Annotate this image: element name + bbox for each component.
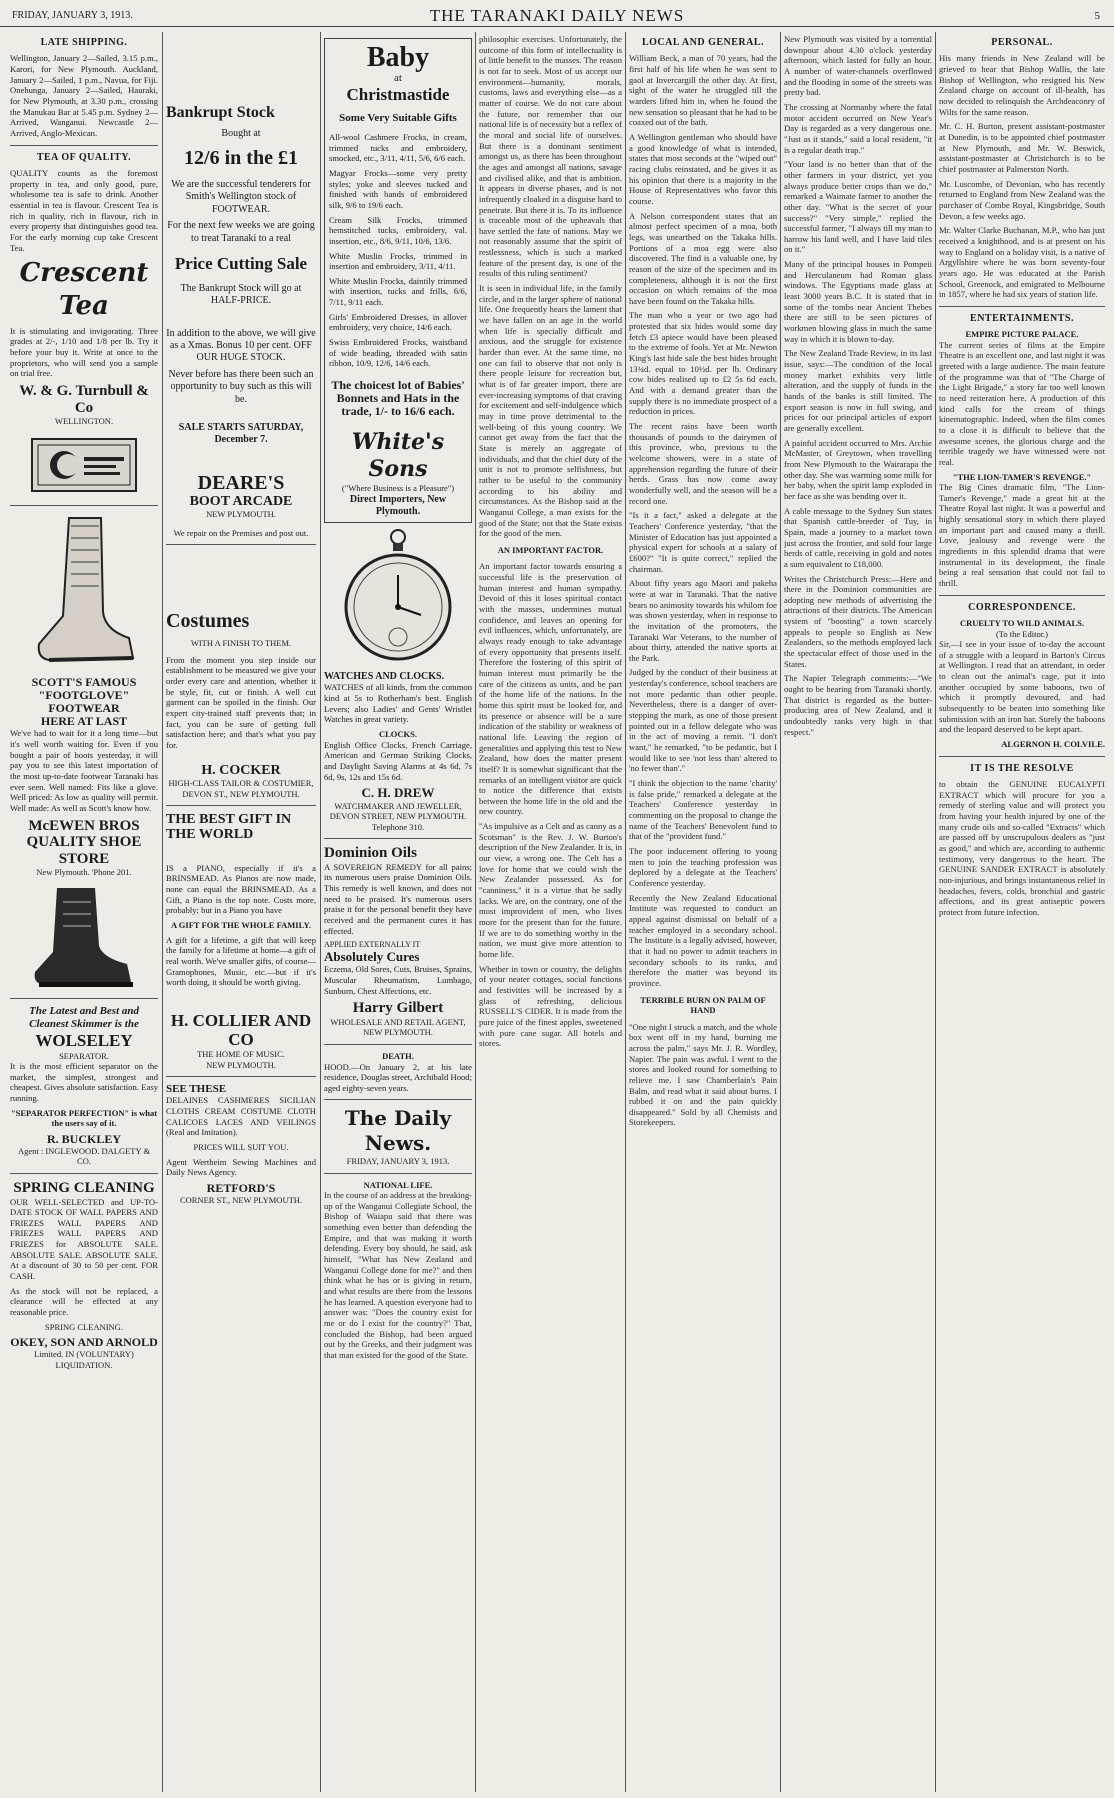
gift-item: All-wool Cashmere Frocks, in cream, trimmed tucks and embroidery, smocked, etc., 3/11, 4/11, 5/6, 6/6 each.: [329, 131, 467, 164]
personal-heading: PERSONAL.: [991, 37, 1053, 48]
news-paragraph: William Beck, a man of 70 years, had the first half of his life when he was sent to gaol at Invercargill the other day. At first, sight of the water he struggled till the warders lifted him in, when he found the new sensation so pleasant that he had to be coaxed out of the bath.: [629, 53, 777, 128]
masthead: [0, 0, 1114, 27]
collier-name: H. COLLIER AND CO: [170, 1010, 312, 1049]
news-paragraph: "Is it a fact," asked a delegate at the Teachers' Conference yesterday, "that the Minister of Education has just appointed a physical expert for schools at a salary of £600?" "It is quite correct," replied the chairman.: [629, 510, 777, 574]
turnbull-location: WELLINGTON.: [54, 416, 114, 427]
mcewen-name: McEWEN BROS QUALITY SHOE STORE: [26, 817, 142, 867]
cruelty-text: Sir,—I see in your issue of to-day the account of a struggle with a leopard in Barton's Circus at Wellington. I read that an attendant, in order to clean out the animal's cage, put it into another occupied by some baboons, two of which it promptly devoured, and had subsequently to be beaten into something like submission with an iron bar. Surely the baboons and the leopard deserved to be kept apart.: [939, 639, 1105, 735]
news-paragraph: Mr. Walter Clarke Buchanan, M.P., who has just received a knighthood, and is at present on his way to England on a holiday visit, is a native of Argyllshire where he was born seventy-four years ago. He was educated at the Parish School, Greenock, and emigrated to Melbourne in 1857, where he had six years of station life.: [939, 225, 1105, 300]
tender-text: We are the successful tenderers for Smith's Wellington stock of FOOTWEAR.: [171, 178, 311, 215]
column-3: [324, 34, 472, 1790]
spring-cleaning-title: SPRING CLEANING: [13, 1180, 155, 1196]
divider: [939, 306, 1105, 307]
crescent-tea-logo: Crescent Tea: [19, 258, 149, 321]
finish-text: WITH A FINISH TO THEM.: [190, 638, 292, 649]
column-4: [479, 34, 622, 1790]
cocker-name: H. COCKER: [201, 762, 281, 778]
never-before-text: Never before has there been such an opportunity to buy such as this will be.: [168, 368, 314, 405]
lion-tamer-heading: "THE LION-TAMER'S REVENGE.": [952, 471, 1092, 482]
column-rule: [780, 32, 781, 1792]
important-factor-heading: AN IMPORTANT FACTOR.: [497, 544, 604, 555]
whites-motto: ("Where Business is a Pleasure"): [341, 483, 455, 494]
divider: [166, 1076, 316, 1077]
empire-heading: EMPIRE PICTURE PALACE.: [965, 329, 1079, 340]
column-1: [10, 34, 158, 1790]
news-paragraph: His many friends in New Zealand will be grieved to hear that Bishop Wallis, the late Bishop of Wellington, who resigned his New Zealand charge on account of ill-health, has now decided to relinquish the Archdeaconry of Wilts for the same reason.: [939, 53, 1105, 117]
wolseley-subtitle: SEPARATOR.: [59, 1050, 109, 1061]
empire-text: The current series of films at the Empire Theatre is an excellent one, and last night it was greeted with a large audience. The main feature of the programme was that of "The Charge of the Light Brigade," a story far too well known to need reiteration here. A production of this kind calls for the cream of things kinematographic. Indeed, when the film comes to a close it is difficult to believe that the awesome scenes, the glorious charge and the terrible tragedy we have witnessed were not real.: [939, 339, 1105, 467]
retford-name: RETFORD'S: [206, 1180, 276, 1195]
gift-item: White Muslin Frocks, daintily trimmed with insertion, tucks and frills, 6/6, 7/11, 9/11 each.: [329, 275, 467, 308]
watches-heading: WATCHES AND CLOCKS.: [324, 671, 445, 683]
news-paragraph: "I think the objection to the name 'charity' is false pride," remarked a delegate at the Teachers' Conference yesterday in commenting on the proposal to change the name of the Teachers' Benevolent fund to that of the "provident fund.": [629, 778, 777, 842]
news-paragraph: "Your land is no better than that of the other farmers in your district, yet you always produce better crops than we do," remarked a Waimate farmer to another the other day. "What is the secret of your success?" "Very simple," replied the successful farmer, "I always till my man to harrow his land well, and I have laid tiles on it.": [784, 159, 932, 255]
cruelty-heading: CRUELTY TO WILD ANIMALS.: [959, 618, 1085, 629]
christmastide-title: Christmastide: [346, 85, 450, 105]
divider: [324, 1044, 472, 1045]
home-of-music: THE HOME OF MUSIC.: [197, 1049, 285, 1060]
price-cutting-title: Price Cutting Sale: [174, 253, 308, 273]
bankrupt-stock-title: Bankrupt Stock: [166, 104, 275, 121]
news-paragraph: A Nelson correspondent states that an almost perfect specimen of a moa, both legs, was unearthed on the Takaka hills. Portions of a moa egg were also discovered. The find is a valuable one, by reason of the size of the specimen and its completeness, although it is not the first occasion on which remains of the moa have been found on the Takaka hills.: [629, 210, 777, 306]
clocks-heading: CLOCKS.: [378, 729, 418, 740]
shipping-heading: LATE SHIPPING.: [40, 37, 128, 48]
turnbull-name: W. & G. Turnbull & Co: [19, 383, 149, 416]
news-paragraph: Many of the principal houses in Pompeii and Herculaneum had Roman glass windows. The Egyptians made glass at least 3000 years B.C. It is stated that in some of the tombs near Ancient Thebes there are still to be seen pictures of workmen blowing glass in much the same way in which it is blown to-day.: [784, 259, 932, 344]
divider: [324, 1173, 472, 1174]
importers-text: Direct Importers, New Plymouth.: [349, 493, 447, 518]
news-paragraph: The man who a year or two ago had protested that six hides would some day fetch £3 apiece would have been pleased to the extreme of fools. Yet at Mr. Newton King's last hide sale the best hides brought 13¾d. equal to 10½d. per lb. Ordinary cow hides realised up to £2 5s 6d each. And with a demand greater than the supply there is no immediate prospect of a reduction in prices.: [629, 310, 777, 417]
pocket-watch-illustration: [343, 527, 453, 667]
column-rule: [475, 32, 476, 1792]
tea-heading: TEA OF QUALITY.: [36, 151, 132, 163]
goods-list: DELAINES CASHMERES SICILIAN CLOTHS CREAM COSTUME CLOTH CALICOES LACES AND VEILINGS (Real and Imitation).: [166, 1095, 316, 1138]
gift-list: [329, 132, 467, 369]
drew-subtitle: WATCHMAKER AND JEWELLER, DEVON STREET, NEW PLYMOUTH. Telephone 310.: [329, 800, 467, 832]
fewweeks-text: For the next few weeks we are going to treat Taranaki to a real: [167, 220, 315, 244]
workboot-illustration: [29, 882, 139, 992]
boot-arcade: BOOT ARCADE: [189, 493, 293, 509]
whole-family: A GIFT FOR THE WHOLE FAMILY.: [171, 920, 311, 931]
divider: [324, 1099, 472, 1100]
agent-text: Agent Wertheim Sewing Machines and Daily News Agency.: [166, 1156, 316, 1178]
news-paragraph: A cable message to the Sydney Sun states that Spanish cattle-breeder of Tuy, in Spain, made a journey to a market town just across the frontier, and sold four large herds of cattle, receiving in gold and notes a sum equivalent to £18,000.: [784, 505, 932, 569]
letter-signature: ALGERNON H. COLVILE.: [1001, 739, 1105, 750]
skimmer-heading: The Latest and Best and Cleanest Skimmer is the: [28, 1004, 139, 1031]
news-paragraph: The New Zealand Trade Review, in its last issue, says:—The condition of the local money market exhibits very little alteration, and the supply of funds in the hands of the banks is still limited. The export season is now in full swing, and prices for our principal articles of export are generally excellent.: [784, 348, 932, 433]
wolseley-text: It is the most efficient separator on the market, the simplest, strongest and cheapest. Gives absolute satisfaction. Easy running.: [10, 1061, 158, 1104]
deare-location: NEW PLYMOUTH.: [206, 509, 276, 520]
column-rule: [320, 32, 321, 1792]
piano-text: IS a PIANO, especially if it's a BRINSMEAD. As Pianos are now made, none can equal the BRINSMEAD. As a Gift, a Piano is the top note. Costs more, probably; but in a Piano you have: [166, 862, 316, 916]
scott-text: We've had to wait for it a long time—but it's well worth waiting for. Even if you bought a pair of boots yesterday, it will pay you to see this latest importation of the most up-to-date footwear Taranaki has ever seen. Well named: Fits like a glove. Well priced: As low as quality will permit. Well made: As well as Scott's know how.: [10, 728, 158, 813]
news-paragraph: The crossing at Normanby where the fatal motor accident occurred on New Year's Day is regarded as a very dangerous one. "Just as it stands," said a local resident, "it is a regular death trap.": [784, 101, 932, 155]
wolseley-tagline: "SEPARATOR PERFECTION" is what the users say of it.: [10, 1107, 158, 1129]
news-paragraph: Writes the Christchurch Press:—Here and there in the Dominion communities are adopting new methods of advertising the attractions of their districts. The American system of "boosting" a town scarcely appeals to people so English as New Zealanders, so the methods employed lack the spectacular effect of those used in the States.: [784, 573, 932, 669]
death-heading: DEATH.: [382, 1050, 414, 1061]
gilbert-subtitle: WHOLESALE AND RETAIL AGENT, NEW PLYMOUTH.: [330, 1016, 466, 1038]
news-paragraph: A painful accident occurred to Mrs. Archie McMaster, of Greytown, when travelling from New Plymouth to the Wairarapa the other day. She was warming some milk for her baby, when the spirit lamp exploded in her face as she was bending over it.: [784, 437, 932, 501]
suitable-gifts: Some Very Suitable Gifts: [339, 111, 457, 124]
national-life-text: In the course of an address at the breaking-up of the Wanganui Collegiate School, the Bishop of Waiapu said that there was something even better than defending the Empire, and that was making it worth defending. Every boy should, he said, ask himself, "What has New Zealand and Wanganui College done for me?" and then think what he has or is giving in return, and what results are there from the lessons he has learned. A question everyone had to answer was: "Does the country exist for me or do I exist for the country?" That, concluded the Bishop, had been argued out by the Greeks, and their judgment was that man existed for the good of the State.: [324, 1190, 472, 1360]
clocks-text: English Office Clocks, French Carriage, American and German Striking Clocks, and Daylight Saving Alarms at 4s 6d, 7s 6d, 9s, 12s and 15s 6d.: [324, 739, 472, 782]
boot-illustration: [29, 512, 139, 672]
divider: [10, 505, 158, 506]
spring-cleaning-text: OUR WELL-SELECTED and UP-TO-DATE STOCK OF WALL PAPERS AND FRIEZES WALL PAPERS AND FRIEZES WALL PAPERS AND FRIEZES for ABSOLUTE SALE. ABSOLUTE SALE. ABSOLUTE SALE. At a discount of 30 to 50 per cent. FOR CASH.: [10, 1196, 158, 1282]
news-paragraph: Judged by the conduct of their business at yesterday's conference, school teachers are not more pedantic than other people. Nevertheless, there is a danger of over-stepping the mark, as one of those present pointed out in a fellow delegate who was in the act of moving a remit. "I don't want," he remarked, "to be pedantic, but I would like to see 'not less than' altered to 'no fewer than'.": [629, 667, 777, 774]
gift-item: Magyar Frocks—some very pretty styles; yoke and sleeves tucked and finished with bands of embroidered silk, 9/6 to 19/6 each.: [329, 167, 467, 210]
baby-title: Baby: [366, 42, 430, 73]
okey-name: OKEY, SON AND ARNOLD: [10, 1335, 158, 1350]
editorial-text: It is seen in individual life, in the family circle, and in the larger sphere of national life. One frequently hears the lament that we have fallen on an age in the world when life is specially difficult and anxious, and the struggle for existence harder than ever. At the same time, no one can fail to observe that not only is there people leisure for recreation but, what is of far greater import, there are ever-increasing symptoms of that craving for excitement and self-indulgence which may in time prove detrimental to the well-being of this young country. We cannot get away from the fact that the State is merely an aggregate of individuals, and that the chief duty of the unit is not to promote selfishness, but rather to be useful to the community according to his ability and circumstances. As the Bishop said at the Wanganui College, a man exists for the good of the State; not that the State exists for the good of the men.: [479, 283, 622, 539]
divider: [10, 145, 158, 146]
news-paragraph: Recently the New Zealand Educational Institute was requested to conduct an appeal against dismissal on behalf of a teacher employed in a secondary school. The Institute is a legally advised, however, that it had no power to admit teachers in secondary schools to its ranks, and therefore the matter was beyond its province.: [629, 892, 777, 988]
page-number: 5: [1094, 10, 1100, 22]
news-paragraph: About fifty years ago Maori and pakeha were at war in Taranaki. That the native bears no animosity towards his whilom foe was shown yesterday, when in response to the invitation of the promoters, the Taranaki War Veterans, to the number of about thirty, attended the native sports at the Park.: [629, 578, 777, 663]
whites-logo: White's Sons: [351, 428, 445, 482]
divider: [166, 805, 316, 806]
news-paragraph: Mr. Luscombe, of Devonian, who has recently returned to England from New Zealand was the purchaser of Combe Royal, Kingsbridge, South Devon, a few weeks ago.: [939, 178, 1105, 221]
news-paragraph: Mr. C. H. Burton, present assistant-postmaster at Dunedin, is to be appointed chief postmaster at New Plymouth, and Mr. W. Beswick, assistant-postmaster at Christchurch is to be chief postmaster at Palmerston North.: [939, 121, 1105, 174]
cocker-subtitle: HIGH-CLASS TAILOR & COSTUMIER, DEVON ST., NEW PLYMOUTH.: [168, 777, 314, 799]
cider-text: Whether in town or country, the delights of your neater cottages, social functions and festivities will be increased by a glass of refreshing, delicious RUSSELL'S CIDER. It is made from the pure juice of the finest apples, sweetened with pure cane sugar. All hotels and stores.: [479, 963, 622, 1049]
column-5: [629, 34, 777, 1790]
gift-item: Girls' Embroidered Dresses, in allover embroidery, very choice, 14/6 each.: [329, 311, 467, 333]
gift-item: Swiss Embroidered Frocks, waistband of wide beading, threaded with satin ribbon, 10/9, 12/6, 14/6 each.: [329, 337, 467, 369]
column-rule: [935, 32, 936, 1792]
spring-cleaning-footer: SPRING CLEANING.: [45, 1321, 123, 1332]
column-rule: [625, 32, 626, 1792]
costume-text: From the moment you step inside our establishment to be measured we give your order every care and attention, whether it be style, fit, cut or finish. A well cut garment can be spoiled in the finish. Our expert city-trained staff prevents that; in fact, you can be sure of getting full satisfaction here; and that's what you pay for.: [166, 654, 316, 750]
crescent-text: It is stimulating and invigorating. Three grades at 2/-, 1/10 and 1/8 per lb. Try it before your buy it. Write at once to the proprietors, who will send you a sample on trial free.: [10, 325, 158, 379]
deare-title: DEARE'S: [197, 471, 285, 494]
collier-location: NEW PLYMOUTH.: [206, 1059, 276, 1070]
okey-subtitle: Limited. IN (VOLUNTARY) LIQUIDATION.: [34, 1349, 134, 1370]
resolve-heading: IT IS THE RESOLVE: [970, 762, 1074, 774]
divider: [166, 544, 316, 545]
entertainments-heading: ENTERTAINMENTS.: [970, 312, 1074, 324]
tea-packet-illustration: [24, 431, 144, 499]
gilbert-name: Harry Gilbert: [352, 1000, 444, 1017]
applied-text: APPLIED EXTERNALLY IT: [324, 940, 421, 950]
best-gift-title: THE BEST GIFT IN THE WORLD: [166, 812, 292, 843]
cures-text: Eczema, Old Sores, Cuts, Bruises, Sprains, Muscular Rheumatism, Lumbago, Sunburn, Chest Affections, etc.: [324, 964, 472, 996]
bonnets-text: The choicest lot of Babies' Bonnets and Hats in the trade, 1/- to 16/6 each.: [331, 378, 465, 419]
dominion-oils-text: A SOVEREIGN REMEDY for all pains; its numerous users praise Dominion Oils. This remedy is well known, and does not need to be praised. It's numerous users praise it for the personal benefit they have received and the permanent cures it has effected.: [324, 861, 472, 936]
buckley-agent: Agent : INGLEWOOD. DALGETY & CO.: [17, 1145, 151, 1167]
column-2: [166, 34, 316, 1790]
retford-location: CORNER ST., NEW PLYMOUTH.: [179, 1195, 303, 1206]
news-paragraph: The poor inducement offering to young men to join the teaching profession was deplored by a delegate at the Teachers' Conference yesterday.: [629, 845, 777, 888]
divider: [10, 998, 158, 999]
masthead-title: THE TARANAKI DAILY NEWS: [429, 6, 685, 25]
halfprice-text: The Bankrupt Stock will go at HALF-PRICE.: [180, 282, 302, 307]
watches-text: WATCHES of all kinds, from the common kind at 5s to Rotherham's best. English Levers; also Ladies' and Gents' Wristlet Watches in great variety.: [324, 682, 472, 725]
dominion-oils-title: Dominion Oils: [324, 845, 417, 862]
divider: [10, 1173, 158, 1174]
editorial-text: philosophic exercises. Unfortunately, the outcome of this form of intellectuality is of little benefit to the masses. The reason is not far to seek. Most of us accept our environment—humanity, morals, customs, laws and everything else—as a matter of course. We do not care about the future, nor remember that our national life is of necessity but a reflex of the moral and social life of ourselves. But there is a dominant sentiment amongst us, as there has been throughout the ages and amongst all nations, savage and civilised alike, and that is ambition. It appears in diverse phases, and is not infrequently cloaked in a disguise hard to penetrate. But there it is. To its influence is traceable most of the upheavals that have settled the fate of nations. May we not reasonably assume that the spirit of restlessness, which is such a marked feature of the present day, is one of the results of this ruling sentiment?: [479, 34, 622, 279]
daily-news-date: FRIDAY, JANUARY 3, 1913.: [346, 1156, 450, 1167]
repair-text: We repair on the Premises and post out.: [173, 527, 309, 538]
to-editor: (To the Editor.): [995, 628, 1049, 639]
wolseley-title: WOLSELEY: [35, 1030, 133, 1050]
resolve-text: to obtain the GENUINE EUCALYPTI EXTRACT which will procure for you a remedy of sterling value and will protect you from having your health injured by one of the many crude oils and so-called "Extracts" which are passed off by unscrupulous dealers as "just as good," and which are, according to authentic testimony, very dangerous to the heart. The GENUINE SANDER EXTRACT is absolutely non-injurious, and brings instantaneous relief in headaches, fevers, colds, bronchial and gastric affections, and its great antiseptic powers protect from future infection.: [939, 779, 1105, 917]
local-general-heading: LOCAL AND GENERAL.: [641, 37, 765, 48]
gift-item: Cream Silk Frocks, trimmed hemstitched tucks, embroidery, val. insertion, etc., 8/6, 9/11, 10/6, 13/6.: [329, 214, 467, 246]
shipping-text: Wellington, January 2—Sailed, 3.15 p.m., Karori, for New Plymouth. Auckland, January 2—Sailed, 1 p.m., Navua, for Fiji. Onehunga, January 2—Sailed, Hauraki, for New Plymouth, at 3.30 p.m., crossing the Manukau Bar at 5.45 p.m. Sydney 2—Arrived, Wanganui. Newcastle 2—Arrived, Anglo-Mexican.: [10, 53, 158, 138]
daily-news-title: The Daily News.: [344, 1106, 452, 1156]
news-paragraph: The recent rains have been worth thousands of pounds to the dairymen of this province, who, previous to the welcome showers, were in a state of apprehension regarding the future of their herds. Grass has now come away wonderfully well, and the season will be a record one.: [629, 421, 777, 506]
price-headline: 12/6 in the £1: [184, 146, 298, 169]
divider: [939, 595, 1105, 596]
lifetime-text: A gift for a lifetime, a gift that will keep the family for a lifetime at home—a gift of real worth. We've smaller gifts, of course—Gramophones, Music, etc.—but if it's worth doing, it should be worth giving.: [166, 934, 316, 988]
burn-text: "One night I struck a match, and the whole box went off in my hand, burning me across the palm," says Mr. J. R. Wordley, Napier. The pain was awful. I went to the stores and looked round for something to relieve me. I saw Chamberlain's Pain Balm, and read what it said about burns. I rubbed it on and the pain quickly disappeared." Sold by all Chemists and Storekeepers.: [629, 1021, 777, 1128]
bought-at: Bought at: [221, 127, 261, 139]
baby-christmas-ad: [324, 38, 472, 523]
mcewen-location: New Plymouth. 'Phone 201.: [36, 867, 132, 878]
costumes-title: Costumes: [166, 610, 250, 633]
xmas-bonus-text: In addition to the above, we will give as a Xmas. Bonus 10 per cent. OFF OUR HUGE STOCK.: [166, 327, 316, 364]
spring-cleaning-note: As the stock will not be replaced, a clearance will be effected at any reasonable price.: [10, 1285, 158, 1318]
at-text: at: [394, 72, 402, 85]
national-life-heading: NATIONAL LIFE.: [363, 1179, 433, 1190]
news-paragraph: New Plymouth was visited by a torrential downpour about 4.30 o'clock yesterday afternoon, which lasted for fully an hour. A number of water-channels overflowed and the flooding in some of the streets was pretty bad.: [784, 34, 932, 98]
absolutely-cures: Absolutely Cures: [324, 949, 420, 965]
gift-item: White Muslin Frocks, trimmed in insertion and embroidery, 3/11, 4/11.: [329, 250, 467, 272]
drew-name: C. H. DREW: [361, 785, 435, 801]
correspondence-heading: CORRESPONDENCE.: [968, 601, 1076, 613]
masthead-date: FRIDAY, JANUARY 3, 1913.: [12, 10, 133, 21]
column-rule: [162, 32, 163, 1792]
divider: [939, 756, 1105, 757]
scott-subheading: HERE AT LAST: [40, 714, 128, 729]
column-7: [939, 34, 1105, 1790]
tea-text: QUALITY counts as the foremost property in tea, and only good, pure, wholesome tea is safe to drink. Another essential in tea is flavour. Crescent Tea is rich in quality, rich in flavour, rich in every property that distinguishes good tea. For the early morning cup take Crescent Tea.: [10, 168, 158, 253]
lion-tamer-text: The Big Cines dramatic film, "The Lion-Tamer's Revenge," made a great hit at the Theatre Royal last night. It was a powerful and highly sensational story in which there played an important part and caused many a thrill. Love, jealousy and revenge were the ingredients in this splendid drama that were instrumental in its development, the finale being a real sensation that could not fail to thrill.: [939, 482, 1105, 589]
important-factor-text: An important factor towards ensuring a successful life is the preservation of human interest and human sympathy. Devoid of this it loses spiritual contact with the masses, undermines mutual confidence, and leaves an opening for evil influences, which, unfortunately, are always ready enough to take advantage of every opportunity that presents itself. Therefore the fostering of this spirit of human interest must primarily be the care of the citizens as units, and be part of the home life of the nations. In the home this spirit must be looked for, and its presence or absence will be a sure indication of the stability or weakness of national life. Leaving the region of generalities and applying this test to New Zealand, how does the matter present itself? It is somewhat significant that the remarks of an intelligent visitor are quick to notice the difference that exists between the home life in the old and the new country.: [479, 561, 622, 817]
buckley-name: R. BUCKLEY: [46, 1131, 121, 1146]
news-paragraph: The Napier Telegraph comments:—"We ought to be hearing from Taranaki shortly. That district is regarded as the butter-producing area of New Zealand, and it undoubtedly ranks very high in that respect.": [784, 673, 932, 737]
scott-heading: SCOTT'S FAMOUS "FOOTGLOVE" FOOTWEAR: [31, 674, 137, 715]
burn-heading: TERRIBLE BURN ON PALM OF HAND: [640, 994, 766, 1016]
divider: [324, 838, 472, 839]
impulsive-text: "As impulsive as a Celt and as canny as a Scotsman" is the Rev. J. W. Burton's description of the New Zealander. It is, in our view, a wrong one. The Celt has a love for home that we could wish the New Zealander possessed. As for "canniness," it is a virtue that he sadly lacks. We are, on the contrary, one of the most improvident of men, who lives more for the present than for the future. If we are to do something worthy in the nation, we must give more attention to home life.: [479, 821, 622, 959]
news-paragraph: A Wellington gentleman who should have a good knowledge of what is intended, states that most seconds at the "wiped out" racing clubs reinstated, and he gives it as his opinion that there is a majority in the House of Representatives who favor this course.: [629, 131, 777, 206]
column-6: [784, 34, 932, 1790]
prices-suit: PRICES WILL SUIT YOU.: [193, 1142, 289, 1153]
death-notice: HOOD.—On January 2, at his late residence, Douglas street, Archibald Hood; aged eighty-seven years.: [324, 1061, 472, 1093]
see-these: SEE THESE: [166, 1083, 227, 1096]
sale-starts: SALE STARTS SATURDAY, December 7.: [178, 421, 304, 446]
